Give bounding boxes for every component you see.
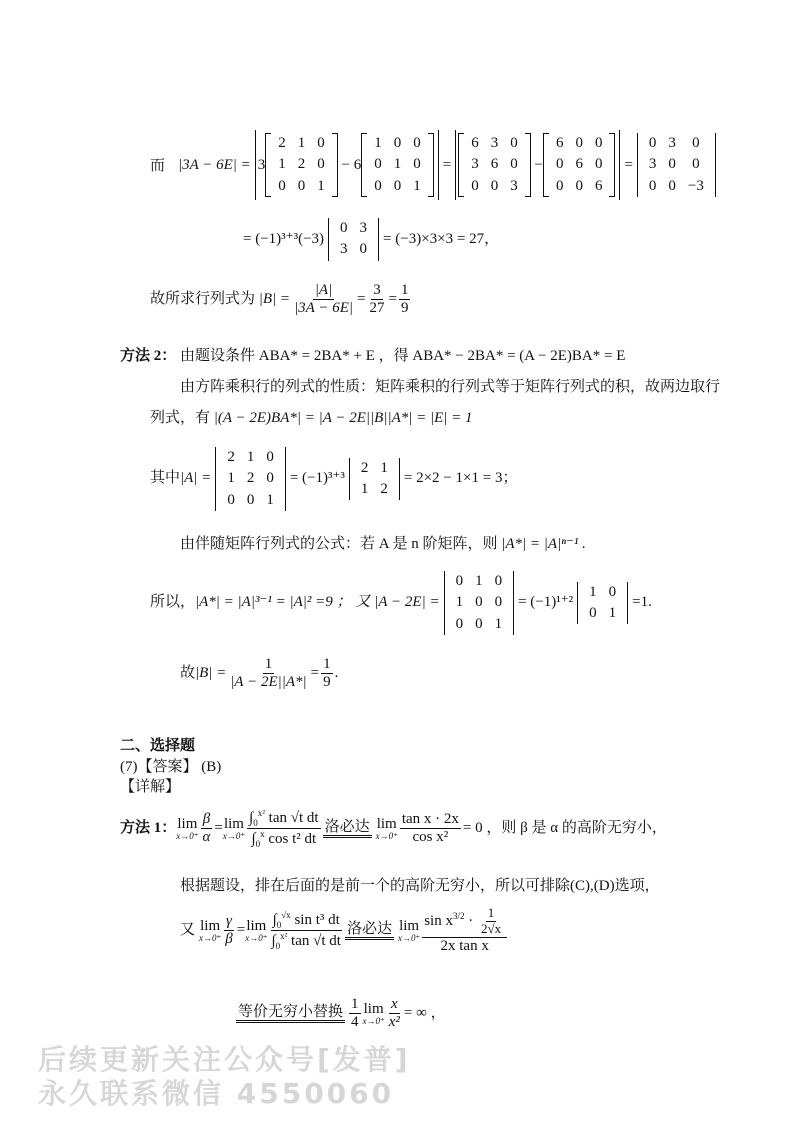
answer-line: (7)【答案】 (B) [120,759,222,775]
detail-label: 【详解】 [120,779,181,795]
suoyi-eq: |A*| = |A|³⁻¹ = |A|² =9 ； 又 [195,594,371,611]
lieshi-label: 列式，有 [150,410,211,426]
frac-beta-alpha: $\frac{\beta}{\alpha}$ [202,811,211,846]
det-expression-1: |3A − 6E| = 3 2 1 0 1 2 0 0 0 1 − 6 1 0 0 0 1 0 0 0 1 = 6 3 0 3 6 0 0 0 3 − 6 0 0 0 6 0 0 0 6 = 0 3 0 3 0 0 0 0 −3 [178,130,716,200]
lieshi-eq: |(A − 2E)BA*| = |A − 2E||B||A*| = |E| = 1 [213,410,473,426]
det-a-minor: 2 1 1 2 [349,458,400,501]
det-difference: 0 3 0 3 0 0 0 0 −3 [637,133,716,197]
conclusion-text: 故所求行列式为 [150,291,256,308]
matrix-e: 1 0 0 0 1 0 0 0 1 [361,133,434,197]
method2-label: 方法 2： [120,348,177,364]
frac-3-27: $\frac{3}{27}$ [369,282,385,317]
suoyi-label: 所以， [150,594,196,611]
method1-label: 方法 1： [120,820,177,837]
you-tail: = (−1)¹⁺² [518,594,574,611]
lim-4: lim x→0⁺ [199,917,222,943]
qizhong-result: = 2×2 − 1×1 = 3； [403,470,518,487]
equiv-tail: = ∞ ， [403,1005,446,1022]
frac-derivs-1: $\frac{\text{tan x · 2x}}{\text{cos x²}}$ [401,811,459,846]
suoyi-line [150,571,652,635]
det-a: 2 1 0 1 2 0 0 0 1 [215,447,286,511]
frac-integrals-1: $\frac{\int_0^{x^2} \tan √t dt}{\int_0^x \cos t^2 dt}$ [249,808,319,850]
equiv-line [236,996,446,1032]
det-result-line [243,218,499,261]
you2-line: 又 lim x→0⁺ $\frac{\gamma}{\beta}$ = lim x→0⁺ $\frac{\int_0^{√x} \sin t^3 dt}{\int_0^{x^2} \tan √t dt}$ 洛必达 lim x→0⁺ $\sin x^{3/2}$ · $\frac{1}{2√x}$ 2x tan x [180,906,509,955]
frac-a-over-det: $\frac{|A|}{|3A - 6E|}$ [294,282,353,317]
lim-3: lim x→0⁺ [375,815,398,841]
result-prefix: = (−1)³⁺³(−3) [243,230,325,247]
frac-final: $\frac{1}{|A - 2E||A*|}$ [230,656,307,691]
qizhong-tail: = (−1)³⁺³ [289,470,345,487]
frac-final-1-9: $\frac{1}{9}$ [323,656,331,691]
lim-6: lim x→0⁺ [397,917,421,943]
matrix-6e: 6 0 0 0 6 0 0 0 6 [543,133,616,197]
you2-label: 又 [180,922,196,939]
lieshi-line [150,411,473,426]
you-eq: |A − 2E| = [374,594,440,611]
lhopital-label-1: 洛必达 [323,820,372,838]
equiv-label: 等价无穷小替换 [236,1005,345,1023]
lim-7: lim x→0⁺ [362,1000,385,1026]
matrix-a: 2 1 0 1 2 0 0 0 1 [265,133,338,197]
adj-text: 由伴随矩阵行列式的公式：若 A 是 n 阶矩阵，则 [180,536,498,552]
result-tail: = (−3)×3×3 = 27， [383,230,500,247]
method2-line [120,349,625,364]
qizhong-line: 其中 |A| = 2 1 0 1 2 0 0 0 1 = (−1)³⁺³ 2 1 1 2 = 2×2 − 1×1 = 3； [150,447,517,511]
adj-eq: |A*| = |A|ⁿ⁻¹ . [501,536,586,552]
lhopital-label-2: 洛必达 [345,922,394,940]
adj-line [180,537,586,552]
det-lhs: |3A − 6E| = [178,156,251,173]
section-title: 二、选择题 [120,738,196,754]
det-a-2e-minor: 1 0 0 1 [577,582,628,625]
frac-1-9: $\frac{1}{9}$ [400,282,409,317]
reason-text: 根据题设，排在后面的是前一个的高阶无穷小，所以可排除(C),(D)选项， [180,878,660,894]
det-a-2e: 0 1 0 1 0 0 0 0 1 [444,571,515,635]
conclusion-line-1: 故所求行列式为 |B| = $\frac{|A|}{|3A - 6E|}$ = $\frac{3}{27}$ = $\frac{1}{9}$ [150,282,409,317]
lim-2: lim x→0⁺ [222,815,246,841]
method2-text: 由题设条件 ABA* = 2BA* + E ，得 ABA* − 2BA* = (A − 2E)BA* = E [180,348,626,364]
method1-tail: = 0 ，则 β 是 α 的高阶无穷小， [462,820,667,837]
lim-5: lim x→0⁺ [245,917,268,943]
minor-2x2: 0 3 3 0 [328,218,379,261]
you-result: =1. [632,594,652,611]
frac-x-x2: $\frac{x}{\text{x²}}$ [388,996,400,1031]
property-text: 由方阵乘积行的列式的性质：矩阵乘积的行列式等于矩阵行列式的积，故两边取行 [180,379,721,395]
frac-gamma-beta: $\frac{\gamma}{\beta}$ [225,912,233,948]
text-er: 而 [150,158,166,174]
frac-derivs-2: $\sin x^{3/2}$ · $\frac{1}{2√x}$ 2x tan x [422,906,507,955]
lim-1: lim x→0⁺ [176,815,199,841]
watermark-line-2: 永久联系微信 4550060 [38,1077,395,1110]
gu-label: 故 [180,665,196,682]
matrix-3a: 6 3 0 3 6 0 0 0 3 [458,133,531,197]
frac-1-4: $\frac{1}{4}$ [351,996,359,1031]
frac-integrals-2: $\frac{\int_0^{√x} \sin t^3 dt}{\int_0^{x^2} \tan √t dt}$ [271,909,341,952]
method1-line: 方法 1： lim x→0⁺ $\frac{\beta}{\alpha}$ = lim x→0⁺ $\frac{\int_0^{x^2} \tan √t dt}{\int_0^x \cos t^2 dt}$ 洛必达 lim x→0⁺ $\frac{\text{tan x · 2x}}{\text{cos x²}}$ = 0 ，则 β 是 α 的高阶无穷小， [120,808,667,850]
conclusion-line-2: 故 |B| = $\frac{1}{|A - 2E||A*|}$ = $\frac{1}{9}$ . [180,656,339,691]
watermark-line-1: 后续更新关注公众号[发普] [38,1043,411,1076]
qizhong-label: 其中 [150,470,181,487]
